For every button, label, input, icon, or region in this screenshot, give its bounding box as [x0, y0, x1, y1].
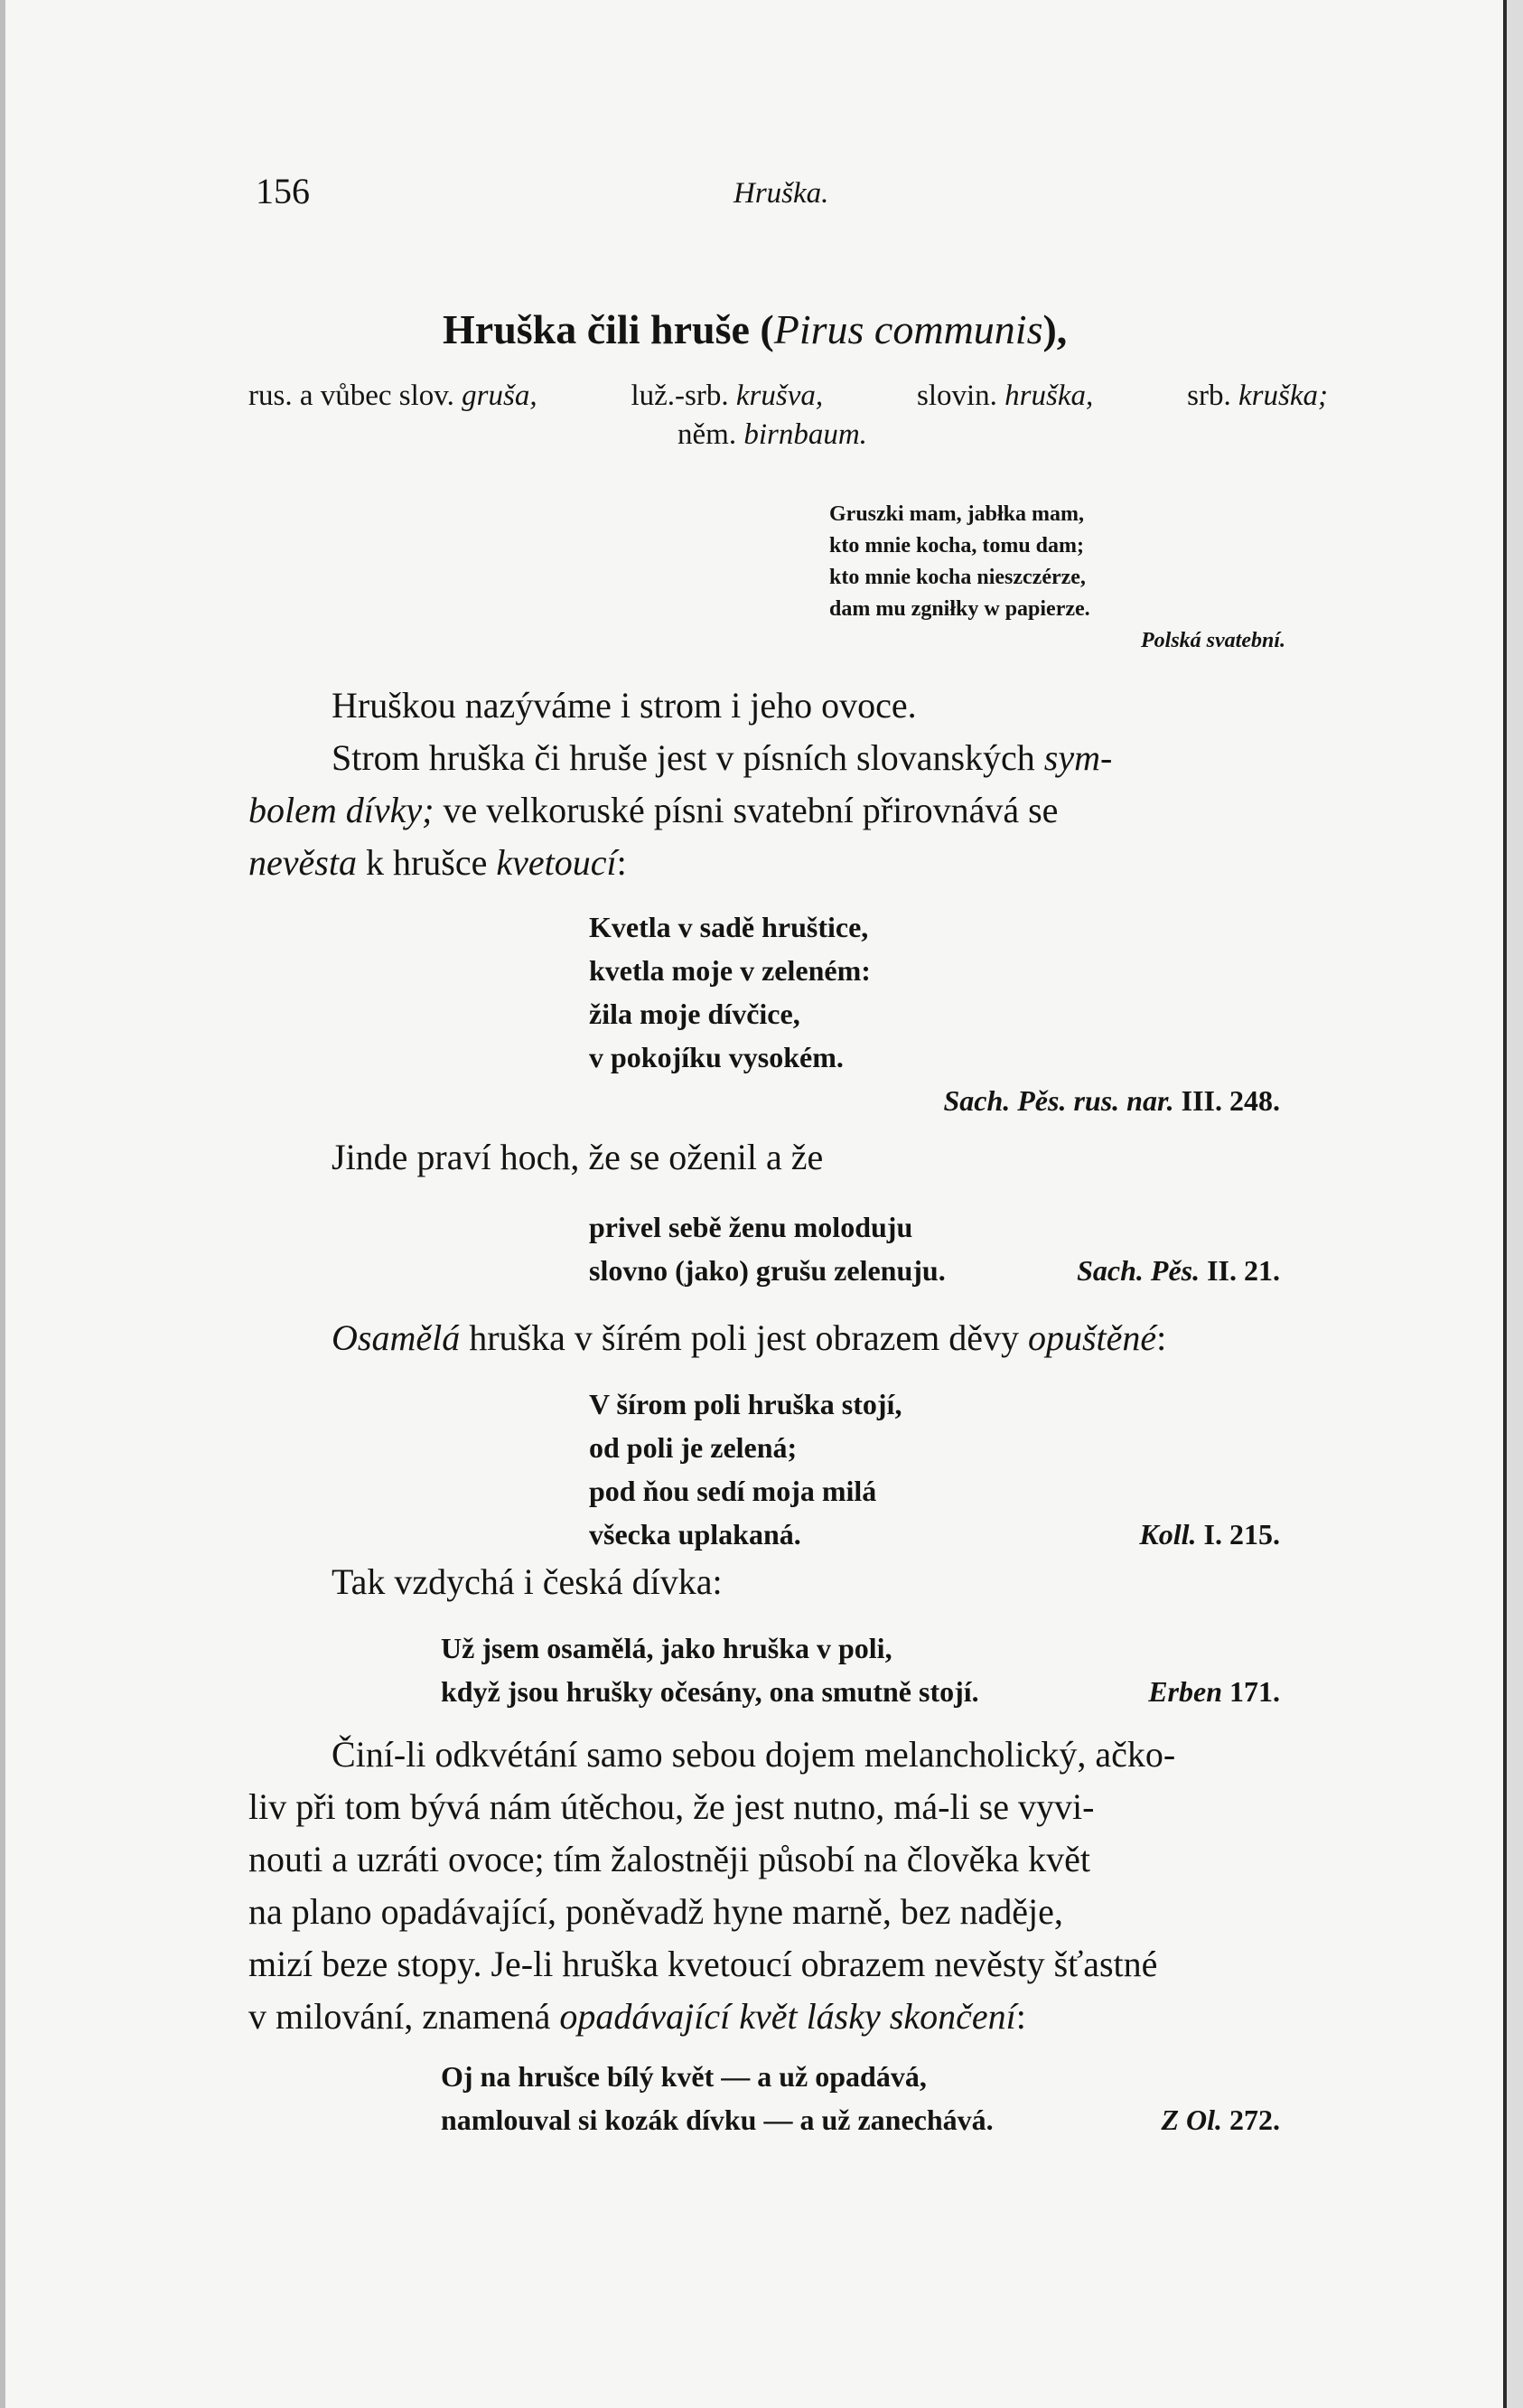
- verse-line: V šírom poli hruška stojí,: [589, 1388, 902, 1420]
- names-line-2: něm. birnbaum.: [677, 418, 867, 451]
- verse-source: Sach. Pěs. rus. nar. III. 248.: [943, 1084, 1280, 1117]
- page-left-edge: [0, 0, 5, 2408]
- verse-2: [589, 1205, 1280, 1292]
- paragraph-line: Hruškou nazýváme i strom i jeho ovoce.: [332, 685, 917, 726]
- verse-line: od poli je zelená;: [589, 1431, 798, 1464]
- paragraph-5: [248, 1729, 1319, 2043]
- names-segment: luž.-srb. krušva,: [631, 379, 824, 412]
- title-main: Hruška čili hruše (: [443, 306, 774, 352]
- names-line-1: [248, 379, 1328, 413]
- names-segment: rus. a vůbec slov. gruša,: [248, 379, 537, 412]
- verse-1: [589, 905, 1280, 1122]
- article-title: [443, 305, 1067, 353]
- names-segment: srb. kruška;: [1187, 379, 1328, 412]
- verse-line: žila moje dívčice,: [589, 998, 800, 1030]
- epigraph-line: kto mnie kocha nieszczérze,: [829, 566, 1086, 589]
- paragraph-4: Tak vzdychá i česká dívka:: [332, 1561, 723, 1602]
- paragraph-line: Činí-li odkvétání samo sebou dojem melancholický, ačko-: [332, 1734, 1176, 1775]
- epigraph-line: kto mnie kocha, tomu dam;: [829, 534, 1085, 557]
- page-number: 156: [256, 171, 310, 211]
- paragraph-line: mizí beze stopy. Je-li hruška kvetoucí obrazem nevěsty šťastné: [248, 1944, 1158, 1984]
- verse-line-with-source: když jsou hrušky očesány, ona smutně stojí. Erben 171.: [441, 1675, 1280, 1708]
- verse-line: kvetla moje v zeleném:: [589, 954, 871, 987]
- paragraph-line: na plano opadávající, poněvadž hyne marně, bez naděje,: [248, 1891, 1063, 1932]
- title-close: ),: [1042, 306, 1068, 352]
- epigraph-source: Polská svatební.: [1141, 629, 1285, 652]
- verse-line: Už jsem osamělá, jako hruška v poli,: [441, 1632, 892, 1664]
- verse-5: [441, 2055, 1280, 2141]
- verse-line: Oj na hrušce bílý květ — a už opadává,: [441, 2060, 927, 2093]
- epigraph-line: Gruszki mam, jabłka mam,: [829, 502, 1084, 526]
- paragraph-line: Strom hruška či hruše jest v písních slovanských sym-: [332, 737, 1113, 778]
- verse-line-with-source: všecka uplakaná. Koll. I. 215.: [589, 1518, 1280, 1551]
- verse-line-with-source: slovno (jako) grušu zelenuju. Sach. Pěs. II. 21.: [589, 1254, 1280, 1287]
- epigraph: [829, 499, 1285, 657]
- verse-line: Kvetla v sadě hruštice,: [589, 911, 869, 943]
- paragraph-3: Osamělá hruška v šírém poli jest obrazem děvy opuštěné:: [332, 1317, 1167, 1358]
- paragraph-line: liv při tom bývá nám útěchou, že jest nutno, má-li se vyvi-: [248, 1786, 1095, 1827]
- names-segment: slovin. hruška,: [916, 379, 1094, 412]
- paragraph-line: nevěsta k hrušce kvetoucí:: [248, 842, 627, 883]
- paragraph-1: [248, 679, 1319, 889]
- verse-4: [441, 1626, 1280, 1713]
- paragraph-2: Jinde praví hoch, že se oženil a že: [332, 1137, 824, 1177]
- paragraph-line: bolem dívky; ve velkoruské písni svatební přirovnává se: [248, 790, 1059, 830]
- paragraph-line: v milování, znamená opadávající květ lásky skončení:: [248, 1996, 1026, 2037]
- verse-line: v pokojíku vysokém.: [589, 1041, 844, 1073]
- verse-line-with-source: namlouval si kozák dívku — a už zanechává. Z Ol. 272.: [441, 2103, 1280, 2136]
- epigraph-line: dam mu zgniłky w papierze.: [829, 597, 1090, 621]
- title-latin: Pirus communis: [773, 306, 1043, 352]
- verse-line: pod ňou sedí moja milá: [589, 1475, 877, 1507]
- paragraph-line: nouti a uzráti ovoce; tím žalostněji působí na člověka květ: [248, 1839, 1090, 1879]
- verse-line: privel sebě ženu moloduju: [589, 1211, 913, 1243]
- running-head: Hruška.: [733, 177, 829, 210]
- verse-3: [589, 1382, 1280, 1556]
